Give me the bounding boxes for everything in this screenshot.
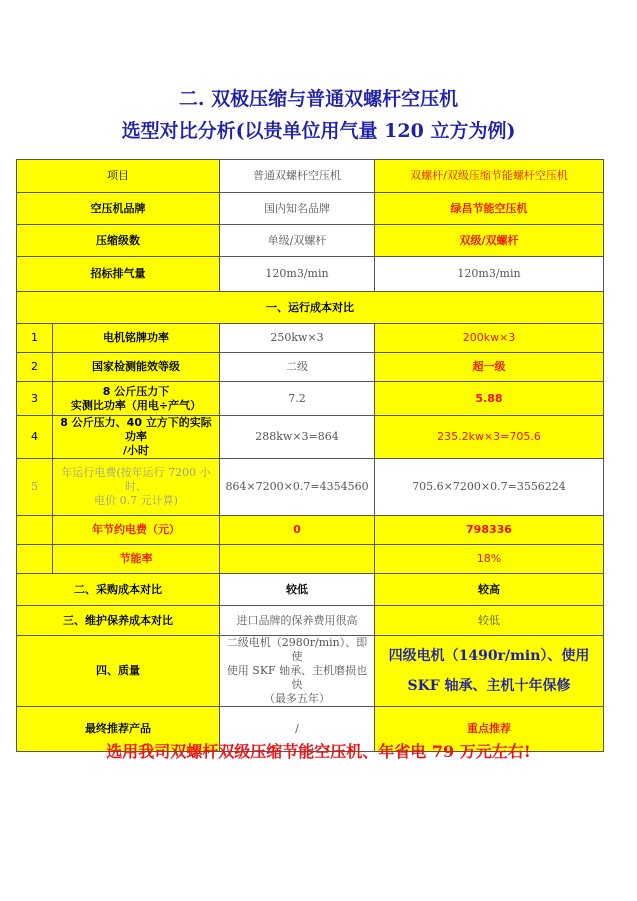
table-row [17,193,604,225]
table-row [17,416,604,459]
title-line-2: 选型对比分析(以贵单位用气量 120 立方为例) [121,120,516,142]
row-number [17,516,53,545]
quality-row [17,636,604,707]
table-row [17,257,604,292]
row-ordinary: 单级/双螺杆 [220,225,375,257]
header-ordinary: 普通双螺杆空压机 [220,160,375,193]
quality-ordinary-line-2: 使用 SKF 轴承、主机磨损也快 [226,664,368,691]
row-ordinary: 288kw×3=864 [220,416,375,459]
quality-ordinary-line-3: （最多五年） [264,692,330,705]
row-label [53,382,220,416]
table-row [17,574,604,606]
row-number: 1 [17,324,53,353]
row-dual: 200kw×3 [375,324,604,353]
row-ordinary: 较低 [220,574,375,606]
row-ordinary: 进口品牌的保养费用很高 [220,606,375,636]
savings-dual: 798336 [375,516,604,545]
table-row [17,382,604,416]
row-label-line-2: 电价 0.7 元计算) [94,494,178,507]
row-number [17,545,53,574]
row-label: 招标排气量 [17,257,220,292]
comparison-table [16,159,604,752]
quality-label: 四、质量 [17,636,220,707]
row-number: 3 [17,382,53,416]
row-label: 压缩级数 [17,225,220,257]
row-number: 2 [17,353,53,382]
final-label: 最终推荐产品 [17,707,220,752]
row-dual: 超一级 [375,353,604,382]
footer-slogan: 选用我司双螺杆双级压缩节能空压机、年省电 79 万元左右! [106,742,531,761]
savings-ordinary: 0 [220,516,375,545]
row-label: 电机铭牌功率 [53,324,220,353]
quality-ordinary-line-1: 二级电机（2980r/min）、即使 [226,636,368,663]
row-ordinary: 864×7200×0.7=4354560 [220,459,375,516]
quality-dual-line-1: 四级电机（1490r/min）、使用 [388,648,590,664]
row-label-line-1: 8 公斤压力下 [102,384,170,398]
row-number: 5 [17,459,53,516]
table-header-row [17,160,604,193]
row-dual: 120m3/min [375,257,604,292]
row-dual: 235.2kw×3=705.6 [375,416,604,459]
title-line-1: 二. 双极压缩与普通双螺杆空压机 [178,88,459,110]
final-dual: 重点推荐 [375,707,604,752]
row-label: 二、采购成本对比 [17,574,220,606]
final-ordinary: / [220,707,375,752]
header-item: 项目 [17,160,220,193]
rate-label: 节能率 [53,545,220,574]
row-label [53,459,220,516]
savings-label: 年节约电费（元） [53,516,220,545]
row-ordinary: 120m3/min [220,257,375,292]
section-row [17,292,604,324]
table-row [17,353,604,382]
row-ordinary: 国内知名品牌 [220,193,375,225]
row-dual: 705.6×7200×0.7=3556224 [375,459,604,516]
quality-ordinary [220,636,375,707]
rate-ordinary [220,545,375,574]
row-dual: 双级/双螺杆 [375,225,604,257]
table-row [17,606,604,636]
row-label: 国家检测能效等级 [53,353,220,382]
row-dual: 绿昌节能空压机 [375,193,604,225]
row-label-line-2: /小时 [122,444,150,457]
row-ordinary: 250kw×3 [220,324,375,353]
row-label-line-1: 8 公斤压力、40 立方下的实际功率 [60,416,212,443]
row-ordinary: 7.2 [220,382,375,416]
row-ordinary: 二级 [220,353,375,382]
row-dual: 较高 [375,574,604,606]
quality-dual-line-2: SKF 轴承、主机十年保修 [407,678,571,694]
savings-row [17,516,604,545]
row-dual: 较低 [375,606,604,636]
rate-row [17,545,604,574]
table-row [17,324,604,353]
quality-dual [375,636,604,707]
row-label [53,416,220,459]
row-label-line-1: 年运行电费(按年运行 7200 小时、 [61,466,211,493]
rate-dual: 18% [375,545,604,574]
table-row [17,225,604,257]
row-label: 空压机品牌 [17,193,220,225]
row-label: 三、维护保养成本对比 [17,606,220,636]
row-label-line-2: 实测比功率（用电÷产气） [70,398,202,412]
table-row [17,459,604,516]
header-dual: 双螺杆/双级压缩节能螺杆空压机 [375,160,604,193]
row-number: 4 [17,416,53,459]
section-title: 一、运行成本对比 [17,292,604,324]
row-dual: 5.88 [375,382,604,416]
